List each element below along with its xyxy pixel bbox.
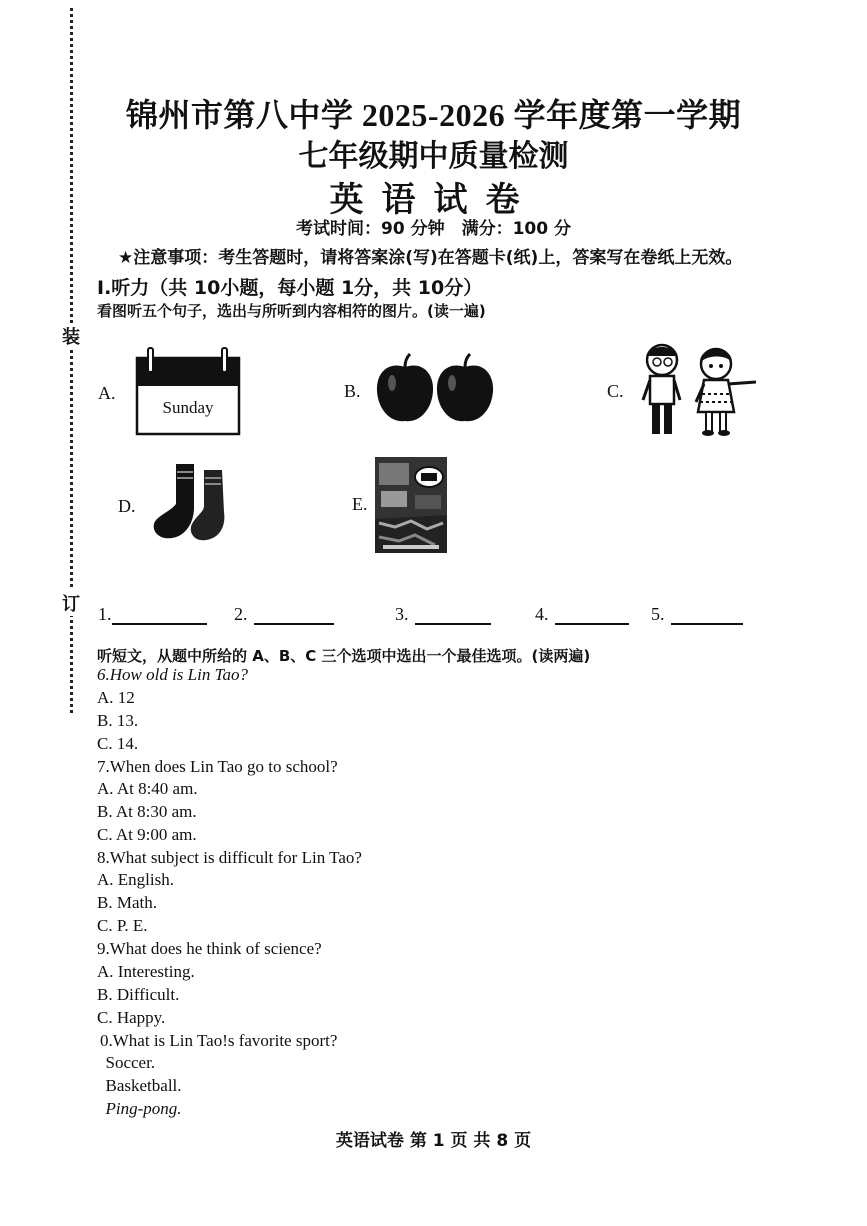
- question-9-option-c[interactable]: C. Happy.: [97, 1008, 166, 1027]
- apples-icon: [374, 353, 496, 430]
- question-7-option-c[interactable]: C. At 9:00 am.: [97, 825, 197, 844]
- question-7-option-a[interactable]: A. At 8:40 am.: [97, 779, 198, 798]
- exam-info: 考试时间：90 分钟 满分：100 分: [296, 219, 571, 239]
- listening-instruction-2: 听短文，从题中所给的 A、B、C 三个选项中选出一个最佳选项。(读两遍): [97, 647, 591, 665]
- exam-notice: ★注意事项：考生答题时，请将答案涂(写)在答题卡(纸)上，答案写在卷纸上无效。: [118, 248, 743, 268]
- section-heading: I.听力（共 10小题，每小题 1分，共 10分）: [97, 277, 483, 299]
- binding-mark-ding: 订: [60, 590, 82, 616]
- picture-label-b: B.: [344, 381, 361, 401]
- answer-blank-3[interactable]: 3.: [395, 604, 491, 625]
- question-10: 0.What is Lin Tao!s favorite sport?: [100, 1031, 338, 1050]
- subject-title: 英语试卷: [329, 180, 538, 220]
- question-10-option-b[interactable]: Basketball.: [97, 1076, 182, 1095]
- question-6: 6.How old is Lin Tao?: [97, 665, 248, 684]
- question-10-option-a[interactable]: Soccer.: [97, 1053, 156, 1072]
- question-6-option-b[interactable]: B. 13.: [97, 711, 139, 730]
- answer-blank-5[interactable]: 5.: [651, 604, 743, 625]
- question-10-option-c[interactable]: Ping-pong.: [97, 1099, 182, 1118]
- question-7: 7.When does Lin Tao go to school?: [97, 757, 338, 776]
- calendar-icon: [134, 346, 242, 438]
- answer-blank-4[interactable]: 4.: [535, 604, 629, 625]
- question-8-option-b[interactable]: B. Math.: [97, 893, 157, 912]
- children-icon: [638, 342, 762, 443]
- question-8: 8.What subject is difficult for Lin Tao?: [97, 848, 362, 867]
- question-8-option-c[interactable]: C. P. E.: [97, 916, 148, 935]
- socks-icon: [150, 460, 240, 547]
- question-7-option-b[interactable]: B. At 8:30 am.: [97, 802, 197, 821]
- question-6-option-c[interactable]: C. 14.: [97, 734, 139, 753]
- calendar-caption: Sunday: [162, 398, 214, 417]
- question-9: 9.What does he think of science?: [97, 939, 322, 958]
- picture-label-c: C.: [607, 381, 624, 401]
- question-8-option-a[interactable]: A. English.: [97, 870, 174, 889]
- picture-label-a: A.: [98, 383, 116, 403]
- answer-blank-2[interactable]: 2.: [234, 604, 334, 625]
- binding-mark-zhuang: 装: [60, 323, 82, 349]
- picture-label-d: D.: [118, 496, 136, 516]
- question-9-option-b[interactable]: B. Difficult.: [97, 985, 180, 1004]
- listening-instruction-1: 看图听五个句子，选出与所听到内容相符的图片。(读一遍): [97, 302, 486, 320]
- question-6-option-a[interactable]: A. 12: [97, 688, 135, 707]
- answer-blank-1[interactable]: 1.: [98, 604, 207, 625]
- school-title: 锦州市第八中学 2025-2026 学年度第一学期: [125, 97, 742, 133]
- picture-label-e: E.: [352, 494, 368, 514]
- poster-icon: [375, 457, 447, 558]
- exam-title: 七年级期中质量检测: [298, 140, 569, 173]
- question-9-option-a[interactable]: A. Interesting.: [97, 962, 195, 981]
- page-footer: 英语试卷 第 1 页 共 8 页: [335, 1131, 532, 1151]
